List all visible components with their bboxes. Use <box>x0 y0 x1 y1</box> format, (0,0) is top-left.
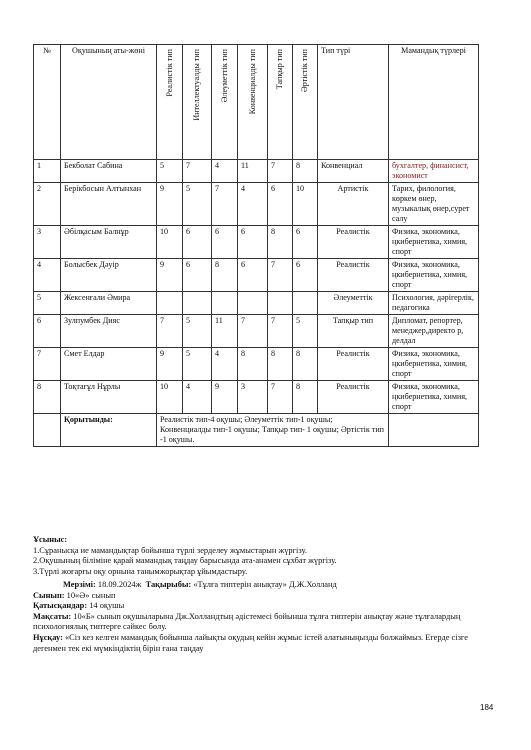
type-score: 8 <box>293 348 318 381</box>
type-score: 5 <box>157 160 183 183</box>
professions: Физика, экономика, ңкибернетика, химия, спорт <box>389 259 479 292</box>
student-name: Смет Елдар <box>61 348 157 381</box>
header-type-intellectual: Интеллектуалды тип <box>183 45 212 160</box>
guide-line: Нұсқау: «Сіз кез келген мамандық бойынша лайықты оқудың кейін жұмыс істей алатыныңызды болжаймыз. Егерде сізге дегенмен тек екі мүмкіндіктің бірін ғана таңдау <box>33 632 468 653</box>
student-name: Әбілқасым Балнұр <box>61 226 157 259</box>
type-score <box>238 292 268 315</box>
type-score: 5 <box>183 183 212 226</box>
type-score: 4 <box>212 348 238 381</box>
header-type-conventional: Конвенциалды тип <box>238 45 268 160</box>
type-score: 10 <box>157 226 183 259</box>
lesson-meta <box>33 580 503 654</box>
type-score: 4 <box>212 160 238 183</box>
row-number: 5 <box>34 292 61 315</box>
count-line: Қатысқандар: 14 оқушы <box>33 601 125 611</box>
row-number: 7 <box>34 348 61 381</box>
type-score: 9 <box>157 348 183 381</box>
type-score: 5 <box>183 315 212 348</box>
type-score: 6 <box>268 183 293 226</box>
row-number: 8 <box>34 381 61 414</box>
type-score: 7 <box>268 315 293 348</box>
recommendation-item: 2.Оқушының біліміне қарай мамандық таңдау барысында ата-анамен сұхбат жүргізу. <box>33 556 337 566</box>
type-kind: Реалистік <box>318 226 389 259</box>
type-score: 9 <box>157 259 183 292</box>
table-row <box>34 183 479 226</box>
row-number: 4 <box>34 259 61 292</box>
class-line: Сынып: 10«Ә» сынып <box>33 590 116 600</box>
type-score <box>268 292 293 315</box>
recommendation-item: 3.Түрлі жоғарғы оқу орнына танымжорықтар ұйымдастыру. <box>33 566 248 576</box>
table-row <box>34 226 479 259</box>
row-number: 1 <box>34 160 61 183</box>
header-type-realistic: Реалистік тип <box>157 45 183 160</box>
row-number: 6 <box>34 315 61 348</box>
page-number: 184 <box>480 703 494 712</box>
type-score: 7 <box>268 259 293 292</box>
type-kind: Реалистік <box>318 348 389 381</box>
professions: бухгалтер, финансист, экономист <box>389 160 479 183</box>
type-score: 4 <box>183 381 212 414</box>
type-score <box>212 292 238 315</box>
type-score: 7 <box>238 315 268 348</box>
type-score: 6 <box>212 226 238 259</box>
type-kind: Конвенциал <box>318 160 389 183</box>
recommendations-heading: Ұсыныс: <box>33 535 68 544</box>
type-score: 8 <box>293 160 318 183</box>
professions: Физика, экономика, ңкибернетика, химия, спорт <box>389 348 479 381</box>
professions: Психология, дәрігерлік, педагогика <box>389 292 479 315</box>
type-score: 7 <box>268 160 293 183</box>
table-row <box>34 160 479 183</box>
type-score: 8 <box>268 348 293 381</box>
type-score: 6 <box>293 259 318 292</box>
student-name: Зулпумбек Дияс <box>61 315 157 348</box>
type-score: 7 <box>183 160 212 183</box>
table-row <box>34 292 479 315</box>
recommendation-item: 1.Сұранысқа ие мамандықтар бойынша түрлі зерделеу жұмыстарын жүргізу. <box>33 545 307 555</box>
type-score: 4 <box>238 183 268 226</box>
type-score: 11 <box>212 315 238 348</box>
student-name: Тоқтағұл Нұрлы <box>61 381 157 414</box>
type-score: 9 <box>212 381 238 414</box>
type-score: 6 <box>238 259 268 292</box>
header-type-enterprising: Тапқыр тип <box>268 45 293 160</box>
professions: Дипломат, репортер, менеджер,директо р, делдал <box>389 315 479 348</box>
header-type-artistic: Әртістік тип <box>293 45 318 160</box>
type-kind: Артистік <box>318 183 389 226</box>
student-name: Берікбосын Алтынхан <box>61 183 157 226</box>
type-kind: Реалистік <box>318 259 389 292</box>
header-name: Оқушының аты-жөні <box>61 45 157 160</box>
type-score <box>157 292 183 315</box>
type-kind: Реалистік <box>318 381 389 414</box>
type-score: 5 <box>293 315 318 348</box>
total-row <box>34 414 479 447</box>
type-score: 8 <box>268 226 293 259</box>
header-num: № <box>34 45 61 160</box>
type-score: 7 <box>268 381 293 414</box>
table-header-row <box>34 45 479 160</box>
type-score: 10 <box>157 381 183 414</box>
header-type-kind: Тип түрі <box>318 45 389 160</box>
type-score: 8 <box>238 348 268 381</box>
type-score: 8 <box>212 259 238 292</box>
type-score: 5 <box>183 348 212 381</box>
student-name: Бекболат Сабина <box>61 160 157 183</box>
total-text: Реалистік тип-4 оқушы; Әлеуметтік тип-1 оқушы; Конвенциалды тип-1 оқушы; Тапқыр тип- 1 оқушы; Әртістік тип -1 оқушы. <box>157 414 389 447</box>
type-score: 11 <box>238 160 268 183</box>
row-number: 3 <box>34 226 61 259</box>
header-type-social: Әлеуметтік тип <box>212 45 238 160</box>
goal-line: Мақсаты: 10«Б» сынып оқушыларына Дж.Холландтың әдістемесі бойынша тұлға типтерін анықтау және тұлғалардың психологиялық типтерге сәйкес бөлу. <box>33 611 461 632</box>
type-score: 6 <box>183 259 212 292</box>
type-score: 7 <box>157 315 183 348</box>
student-name: Жексенғали Әмира <box>61 292 157 315</box>
type-score: 6 <box>238 226 268 259</box>
total-label: Қорытынды: <box>61 414 157 447</box>
type-score <box>183 292 212 315</box>
date-topic-line: Мерзімі: 18.09.2024ж Тақырыбы: «Тұлға типтерін анықтау» Д.Ж.Холланд <box>63 580 337 589</box>
type-score: 3 <box>238 381 268 414</box>
type-score: 9 <box>157 183 183 226</box>
row-number: 2 <box>34 183 61 226</box>
table-row <box>34 315 479 348</box>
type-kind: Тапқыр тип <box>318 315 389 348</box>
table-row <box>34 381 479 414</box>
professions: Физика, экономика, ңкибернетика, химия, спорт <box>389 226 479 259</box>
type-score: 8 <box>293 381 318 414</box>
student-name: Болысбек Дәуір <box>61 259 157 292</box>
professions: Физика, экономика, ңкибернетика, химия, спорт <box>389 381 479 414</box>
header-professions: Мамандық түрлері <box>389 45 479 160</box>
type-score <box>293 292 318 315</box>
results-table <box>33 44 479 447</box>
table-row <box>34 348 479 381</box>
type-score: 6 <box>183 226 212 259</box>
recommendations <box>33 535 503 577</box>
type-kind: Әлеуметтік <box>318 292 389 315</box>
professions: Тарих, филология, көркем өнер, музыкалық өнер,сурет салу <box>389 183 479 226</box>
table-row <box>34 259 479 292</box>
type-score: 10 <box>293 183 318 226</box>
type-score: 7 <box>212 183 238 226</box>
type-score: 6 <box>293 226 318 259</box>
